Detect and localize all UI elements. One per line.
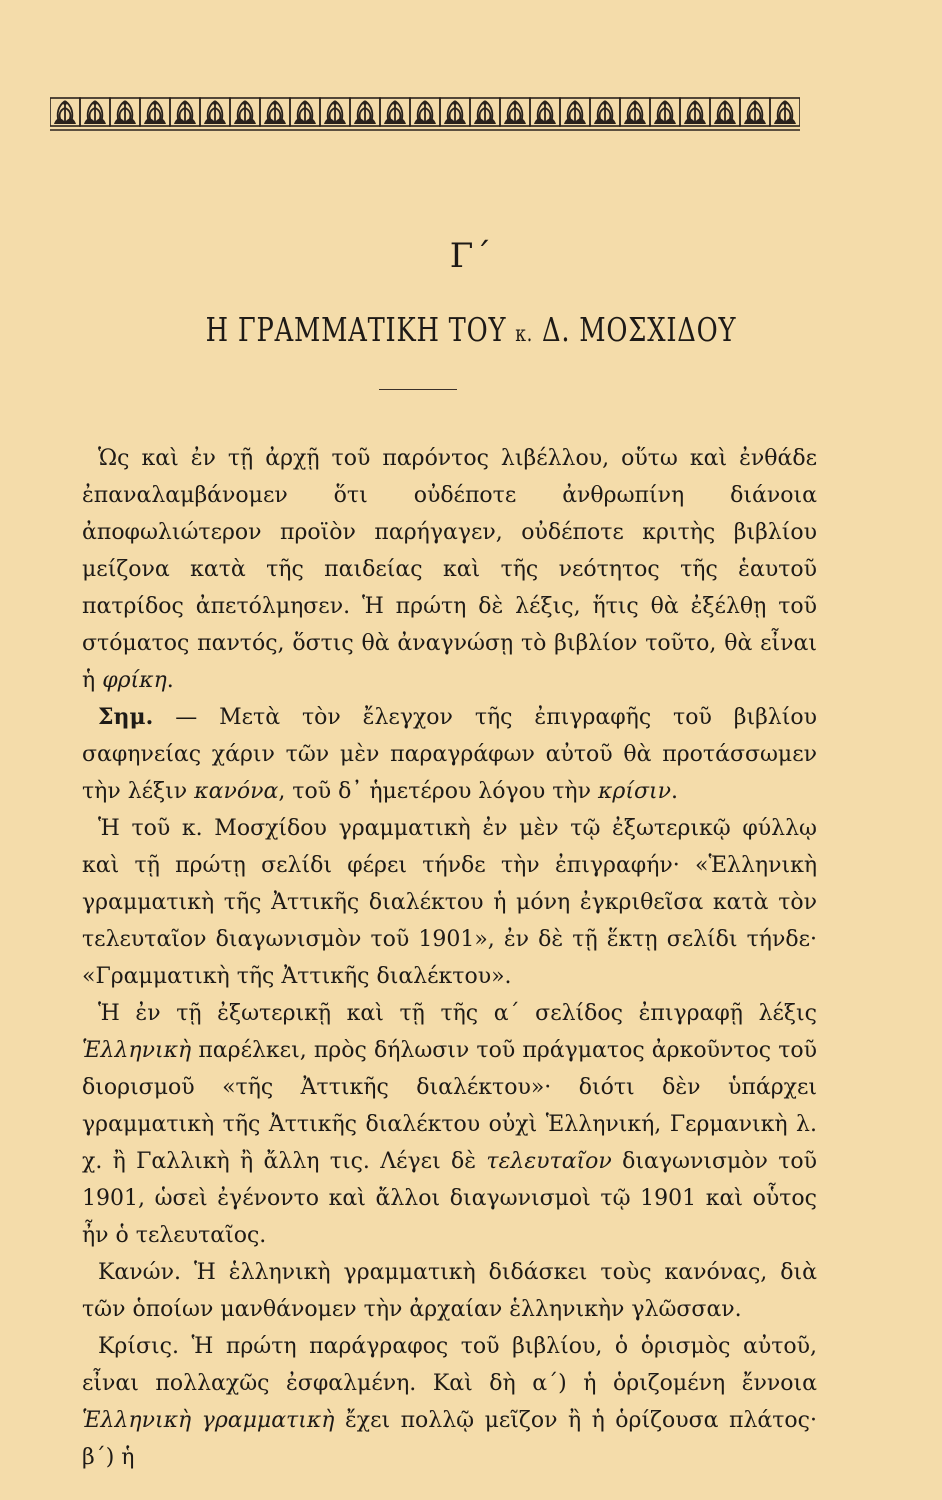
paragraph-4-text-b: παρέλκει, πρὸς δήλωσιν τοῦ πράγματος ἀρκοῦντος τοῦ διορισμοῦ «τῆς Ἀττικῆς διαλέκτου»· διότι δὲν ὑπάρχει γραμματικὴ τῆς Ἀττικῆς διαλέκτου οὐχὶ Ἑλληνική, Γερμανικὴ λ. χ. ἢ Γαλλικὴ ἢ ἄλλη τις. Λέγει δὲ bbox=[82, 1038, 817, 1174]
paragraph-1 bbox=[82, 440, 817, 699]
palmette-ornament-icon bbox=[110, 98, 140, 126]
chapter-title-part1: Η ΓΡΑΜΜΑΤΙΚΗ ΤΟΥ bbox=[205, 310, 516, 349]
note-end: . bbox=[671, 779, 678, 804]
chapter-title bbox=[104, 310, 839, 349]
palmette-ornament-icon bbox=[200, 98, 230, 126]
decorative-ornament-band bbox=[50, 95, 800, 133]
paragraph-4-text-a: Ἡ ἐν τῇ ἐξωτερικῇ καὶ τῇ τῆς α΄ σελίδος ἐπιγραφῇ λέξις bbox=[98, 1001, 817, 1026]
chapter-title-abbrev: κ. bbox=[515, 322, 533, 347]
palmette-ornament-icon bbox=[440, 98, 470, 126]
paragraph-1-text: Ὡς καὶ ἐν τῇ ἀρχῇ τοῦ παρόντος λιβέλλου, οὕτω καὶ ἐνθάδε ἐπαναλαμβάνομεν ὅτι οὐδέποτε ἀνθρωπίνη διάνοια ἀποφωλιώτερον προϊὸν παρήγαγεν, οὐδέποτε κριτὴς βιβλίου μείζονα κατὰ τῆς παιδείας καὶ τῆς νεότητος τῆς ἑαυτοῦ πατρίδος ἀπετόλμησεν. Ἡ πρώτη δὲ λέξις, ἥτις θὰ ἐξέλθῃ τοῦ στόματος παντός, ὅστις θὰ ἀναγνώσῃ τὸ βιβλίον τοῦτο, θὰ εἶναι ἡ bbox=[82, 446, 817, 693]
note-text-b: , τοῦ δ᾽ ἡμετέρου λόγου τὴν bbox=[278, 779, 598, 804]
chapter-number: Γ΄ bbox=[449, 236, 493, 276]
palmette-ornament-icon bbox=[140, 98, 170, 126]
note-label: Σημ. bbox=[98, 704, 154, 730]
paragraph-1-end: . bbox=[166, 668, 174, 693]
paragraph-4-italic-1: Ἑλληνικὴ bbox=[82, 1038, 192, 1063]
paragraph-4-italic-2: τελευταῖον bbox=[486, 1149, 612, 1174]
paragraph-1-italic: φρίκη bbox=[102, 668, 167, 693]
palmette-ornament-icon bbox=[530, 98, 560, 126]
palmette-ornament-icon bbox=[320, 98, 350, 126]
paragraph-5: Κανών. Ἡ ἑλληνικὴ γραμματικὴ διδάσκει τοὺς κανόνας, διὰ τῶν ὁποίων μανθάνομεν τὴν ἀρχαίαν ἑλληνικὴν γλῶσσαν. bbox=[82, 1260, 817, 1322]
palmette-ornament-icon bbox=[410, 98, 440, 126]
note-italic-1: κανόνα bbox=[194, 779, 279, 804]
palmette-ornament-icon bbox=[650, 98, 680, 126]
palmette-ornament-icon bbox=[620, 98, 650, 126]
palmette-ornament-icon bbox=[380, 98, 410, 126]
palmette-ornament-icon bbox=[710, 98, 740, 126]
palmette-ornament-icon bbox=[50, 98, 80, 126]
palmette-ornament-icon bbox=[80, 98, 110, 126]
palmette-ornament-icon bbox=[770, 98, 800, 126]
paragraph-4-text-c: διαγωνισμὸν τοῦ 1901, ὡσεὶ ἐγένοντο καὶ ἄλλοι διαγωνισμοὶ τῷ 1901 καὶ οὗτος ἦν ὁ τελευταῖος. bbox=[82, 1149, 817, 1248]
palmette-ornament-icon bbox=[590, 98, 620, 126]
palmette-ornament-icon bbox=[560, 98, 590, 126]
paragraph-3: Ἡ τοῦ κ. Μοσχίδου γραμματικὴ ἐν μὲν τῷ ἐξωτερικῷ φύλλῳ καὶ τῇ πρώτῃ σελίδι φέρει τήνδε τὴν ἐπιγραφήν· «Ἑλληνικὴ γραμματικὴ τῆς Ἀττικῆς διαλέκτου ἡ μόνη ἐγκριθεῖσα κατὰ τὸν τελευταῖον διαγωνισμὸν τοῦ 1901», ἐν δὲ τῇ ἕκτῃ σελίδι τήνδε· «Γραμματικὴ τῆς Ἀττικῆς διαλέκτου». bbox=[82, 816, 817, 989]
palmette-ornament-icon bbox=[230, 98, 260, 126]
palmette-ornament-icon bbox=[680, 98, 710, 126]
palmette-ornament-icon bbox=[170, 98, 200, 126]
paragraph-6-text-b: ἔχει πολλῷ μεῖζον ἢ ἡ ὁρίζουσα πλάτος· β΄) ἡ bbox=[82, 1408, 817, 1470]
note-italic-2: κρίσιν bbox=[597, 779, 671, 804]
paragraph-note bbox=[82, 699, 817, 810]
palmette-ornament-icon bbox=[500, 98, 530, 126]
title-divider bbox=[379, 389, 457, 390]
body-text bbox=[82, 440, 817, 1476]
palmette-ornament-icon bbox=[260, 98, 290, 126]
paragraph-4 bbox=[82, 995, 817, 1254]
chapter-title-part2: Δ. ΜΟΣΧΙΔΟΥ bbox=[532, 310, 737, 349]
palmette-ornament-icon bbox=[470, 98, 500, 126]
palmette-ornament-icon bbox=[290, 98, 320, 126]
paragraph-6 bbox=[82, 1328, 817, 1476]
note-text-a: — Μετὰ τὸν ἔλεγχον τῆς ἐπιγραφῆς τοῦ βιβλίου σαφηνείας χάριν τῶν μὲν παραγράφων αὐτοῦ θὰ προτάσσωμεν τὴν λέξιν bbox=[82, 705, 817, 804]
paragraph-6-text-a: Κρίσις. Ἡ πρώτη παράγραφος τοῦ βιβλίου, ὁ ὁρισμὸς αὐτοῦ, εἶναι πολλαχῶς ἐσφαλμένη. Καὶ δὴ α΄) ἡ ὁριζομένη ἔννοια bbox=[82, 1334, 817, 1396]
paragraph-6-italic-1: Ἑλληνικὴ γραμματικὴ bbox=[82, 1408, 335, 1433]
palmette-ornament-icon bbox=[350, 98, 380, 126]
palmette-ornament-icon bbox=[740, 98, 770, 126]
